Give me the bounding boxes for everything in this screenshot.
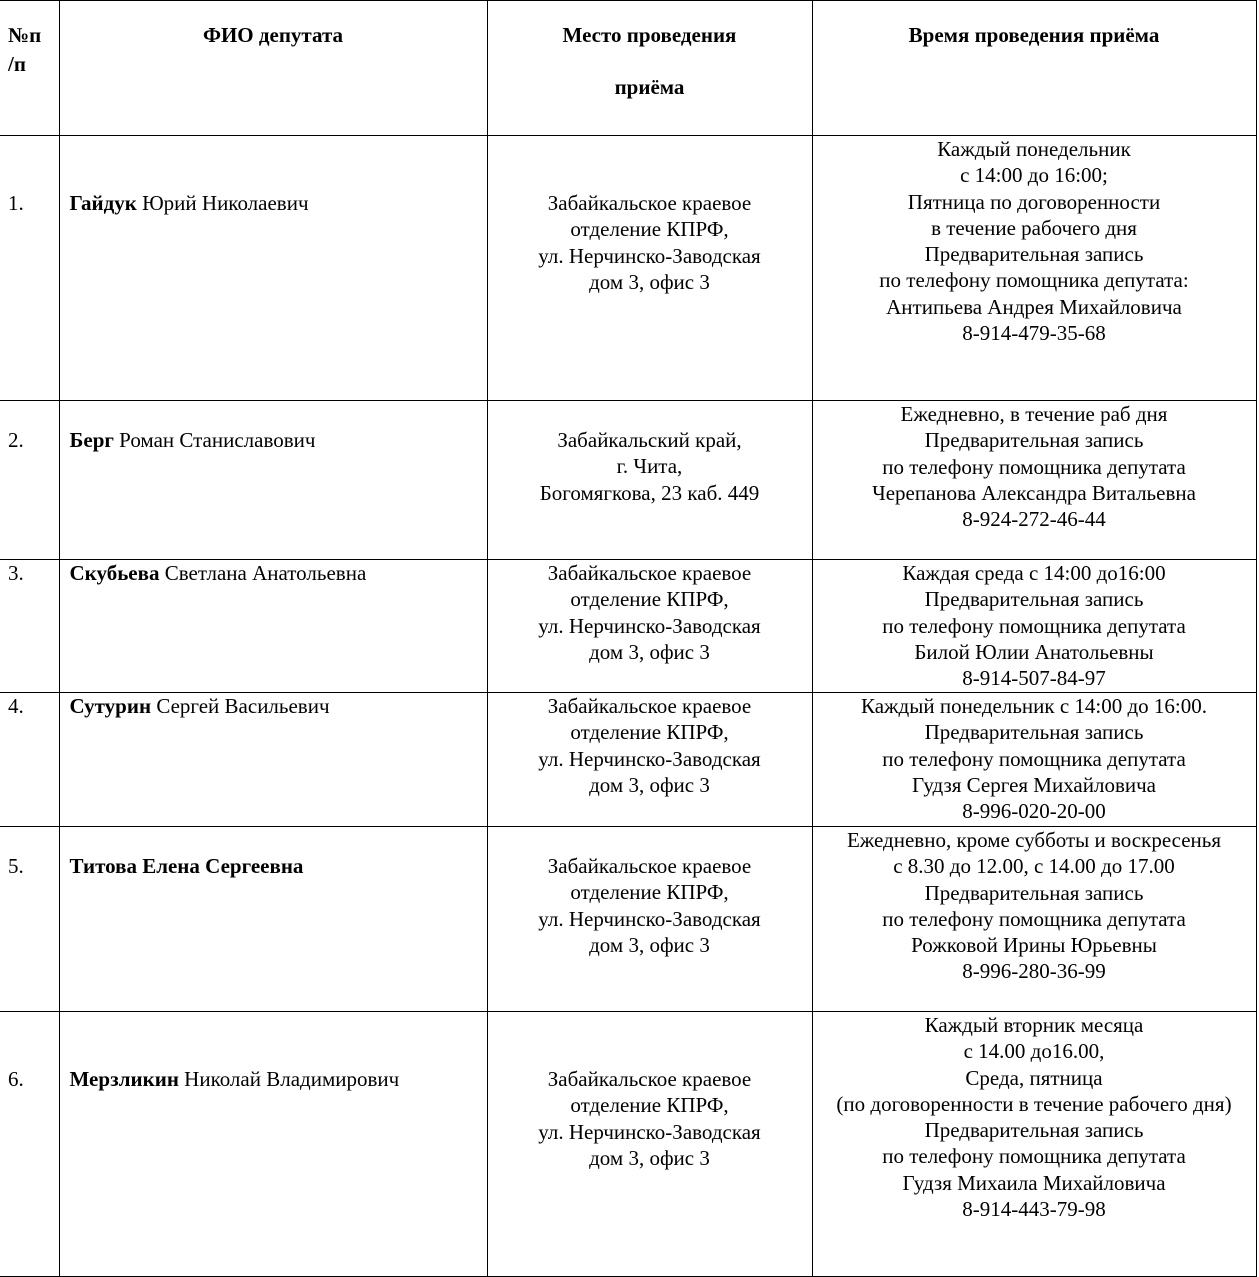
place-line: дом 3, офис 3 <box>589 932 710 957</box>
time-line: с 14.00 до16.00, <box>963 1039 1105 1064</box>
row-number: 4. <box>0 693 59 827</box>
deputy-name <box>59 1012 487 1277</box>
deputy-surname: Берг <box>69 428 114 452</box>
deputy-surname: Сутурин <box>69 694 152 718</box>
row-number: 3. <box>0 560 59 693</box>
deputy-surname: Мерзликин <box>69 1067 179 1091</box>
deputy-surname: Гайдук <box>69 191 137 215</box>
time-line: по телефону помощника депутата <box>882 906 1186 931</box>
time-line: Ежедневно, кроме субботы и воскресенья <box>846 828 1222 852</box>
time-line: Каждый вторник месяца <box>924 1013 1144 1037</box>
reception-time <box>812 136 1256 401</box>
time-line: 8-914-507-84-97 <box>962 666 1106 691</box>
reception-time <box>812 560 1256 693</box>
time-line: 8-914-479-35-68 <box>962 321 1106 346</box>
header-number <box>0 1 59 136</box>
place-line: Богомягкова, 23 каб. 449 <box>539 480 760 505</box>
header-place <box>487 1 812 136</box>
time-line: (по договоренности в течение рабочего дня) <box>836 1091 1232 1116</box>
table-row <box>0 401 1256 560</box>
place-line: дом 3, офис 3 <box>589 1145 710 1170</box>
reception-place <box>487 136 812 401</box>
time-line: по телефону помощника депутата <box>882 746 1186 771</box>
deputy-name <box>59 136 487 401</box>
table-row <box>0 1012 1256 1277</box>
deputy-surname: Скубьева <box>69 561 160 585</box>
place-line: Забайкальский край, <box>557 428 742 452</box>
time-line: Антипьева Андрея Михайловича <box>886 294 1182 319</box>
place-line: Забайкальское краевое <box>547 191 752 215</box>
reception-time <box>812 693 1256 827</box>
header-time: Время проведения приёма <box>812 1 1256 136</box>
table-row <box>0 693 1256 827</box>
place-line: отделение КПРФ, <box>570 720 729 745</box>
place-line: Забайкальское краевое <box>547 561 752 585</box>
place-line: отделение КПРФ, <box>570 1093 729 1118</box>
time-line: Пятница по договоренности <box>907 189 1161 214</box>
header-place-line2: приёма <box>614 75 685 100</box>
time-line: 8-924-272-46-44 <box>962 507 1106 532</box>
place-line: ул. Нерчинско-Заводская <box>538 1119 761 1144</box>
deputy-name <box>59 560 487 693</box>
deputy-given-names: Сергей Васильевич <box>151 694 330 718</box>
place-line: дом 3, офис 3 <box>589 269 710 294</box>
deputy-name <box>59 827 487 1012</box>
deputy-given-names: Юрий Николаевич <box>136 191 309 215</box>
table-row <box>0 136 1256 401</box>
time-line: по телефону помощника депутата: <box>879 268 1189 293</box>
header-row <box>0 1 1256 136</box>
time-line: 8-996-280-36-99 <box>962 959 1106 984</box>
row-number: 5. <box>0 827 59 1012</box>
header-name: ФИО депутата <box>59 1 487 136</box>
table-row <box>0 827 1256 1012</box>
time-line: Каждый понедельник <box>937 137 1131 161</box>
place-line: г. Чита, <box>616 454 683 479</box>
header-number-line2: /п <box>8 52 26 76</box>
place-line: ул. Нерчинско-Заводская <box>538 243 761 268</box>
header-place-line1: Место проведения <box>562 23 737 47</box>
time-line: Предварительная запись <box>924 1118 1144 1143</box>
time-line: Билой Юлии Анатольевны <box>914 639 1154 664</box>
time-line: 8-996-020-20-00 <box>962 799 1106 824</box>
time-line: Гудзя Сергея Михайловича <box>911 772 1157 797</box>
place-line: дом 3, офис 3 <box>589 772 710 797</box>
reception-time <box>812 401 1256 560</box>
place-line: Забайкальское краевое <box>547 694 752 718</box>
row-number: 6. <box>0 1012 59 1277</box>
reception-time <box>812 827 1256 1012</box>
time-line: Предварительная запись <box>924 587 1144 612</box>
row-number: 1. <box>0 136 59 401</box>
reception-place <box>487 827 812 1012</box>
time-line: Предварительная запись <box>924 242 1144 267</box>
time-line: 8-914-443-79-98 <box>962 1197 1106 1222</box>
place-line: ул. Нерчинско-Заводская <box>538 906 761 931</box>
time-line: Предварительная запись <box>924 720 1144 745</box>
time-line: Каждый понедельник с 14:00 до 16:00. <box>860 694 1208 718</box>
place-line: отделение КПРФ, <box>570 880 729 905</box>
header-number-line1: №п <box>8 23 42 47</box>
deputy-given-names: Роман Станиславович <box>113 428 316 452</box>
time-line: по телефону помощника депутата <box>882 1144 1186 1169</box>
time-line: Каждая среда с 14:00 до16:00 <box>902 561 1166 585</box>
time-line: Среда, пятница <box>965 1065 1103 1090</box>
place-line: дом 3, офис 3 <box>589 639 710 664</box>
time-line: в течение рабочего дня <box>931 215 1137 240</box>
deputy-given-names: Светлана Анатольевна <box>159 561 367 585</box>
time-line: с 14:00 до 16:00; <box>960 163 1108 188</box>
place-line: ул. Нерчинско-Заводская <box>538 613 761 638</box>
reception-place <box>487 693 812 827</box>
row-number: 2. <box>0 401 59 560</box>
deputy-name <box>59 693 487 827</box>
table-row <box>0 560 1256 693</box>
reception-place <box>487 560 812 693</box>
place-line: отделение КПРФ, <box>570 587 729 612</box>
reception-place <box>487 401 812 560</box>
place-line: Забайкальское краевое <box>547 854 752 878</box>
place-line: отделение КПРФ, <box>570 217 729 242</box>
deputy-name <box>59 401 487 560</box>
place-line: Забайкальское краевое <box>547 1067 752 1091</box>
time-line: Черепанова Александра Витальевна <box>872 480 1196 505</box>
time-line: с 8.30 до 12.00, с 14.00 до 17.00 <box>893 854 1175 879</box>
reception-place <box>487 1012 812 1277</box>
deputy-surname: Титова Елена Сергеевна <box>69 854 304 878</box>
place-line: ул. Нерчинско-Заводская <box>538 746 761 771</box>
time-line: Ежедневно, в течение раб дня <box>900 402 1168 426</box>
time-line: по телефону помощника депутата <box>882 613 1186 638</box>
time-line: Предварительная запись <box>924 428 1144 453</box>
deputy-given-names: Николай Владимирович <box>178 1067 400 1091</box>
time-line: Рожковой Ирины Юрьевны <box>911 933 1157 958</box>
time-line: по телефону помощника депутата <box>882 454 1186 479</box>
time-line: Гудзя Михаила Михайловича <box>902 1170 1166 1195</box>
reception-time <box>812 1012 1256 1277</box>
time-line: Предварительная запись <box>924 880 1144 905</box>
